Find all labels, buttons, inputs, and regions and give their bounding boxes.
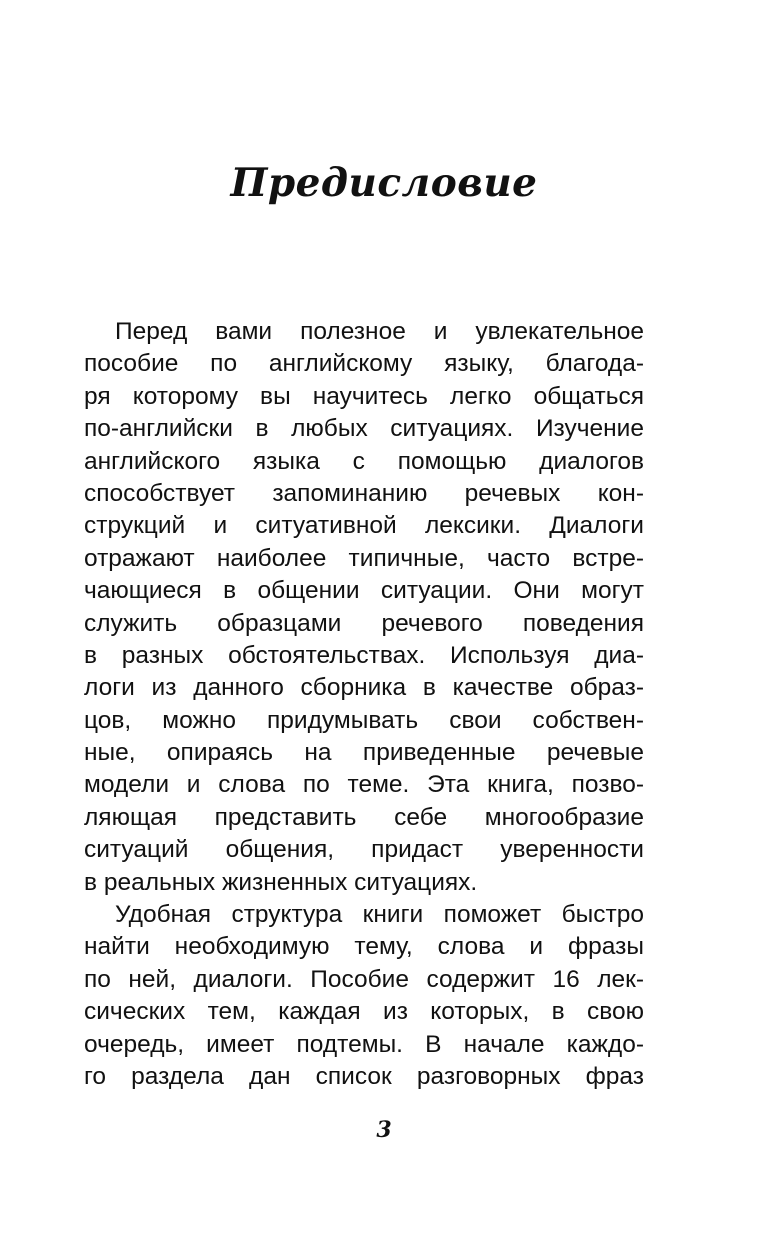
- paragraph-2: [84, 899, 644, 1093]
- text-line: способствует запоминанию речевых кон-: [84, 479, 644, 507]
- text-line: чающиеся в общении ситуации. Они могут: [84, 577, 644, 605]
- text-line: сических тем, каждая из которых, в свою: [84, 998, 644, 1026]
- page-number: 3: [376, 1117, 392, 1143]
- text-line: по-английски в любых ситуациях. Изучение: [84, 415, 644, 443]
- paragraph-1: [84, 316, 644, 899]
- text-line: очередь, имеет подтемы. В начале каждо-: [84, 1030, 644, 1058]
- text-line: цов, можно придумывать свои собствен-: [84, 706, 644, 734]
- text-line: ря которому вы научитесь легко общаться: [84, 382, 644, 410]
- text-line: ляющая представить себе многообразие: [84, 803, 644, 831]
- text-line: пособие по английскому языку, благода-: [84, 350, 644, 378]
- text-line: в реальных жизненных ситуациях.: [84, 868, 478, 896]
- text-line: английского языка с помощью диалогов: [84, 447, 644, 475]
- text-line: ситуаций общения, придаст уверенности: [84, 836, 644, 864]
- chapter-heading: Предисловие: [230, 160, 538, 206]
- text-line: модели и слова по теме. Эта книга, позво-: [84, 771, 644, 799]
- text-line: найти необходимую тему, слова и фразы: [84, 933, 644, 961]
- text-line: логи из данного сборника в качестве образ-: [84, 674, 644, 702]
- text-line: в разных обстоятельствах. Используя диа-: [84, 641, 644, 669]
- text-line: Удобная структура книги поможет быстро: [115, 901, 644, 929]
- body-text: [84, 316, 644, 1093]
- text-line: струкций и ситуативной лексики. Диалоги: [84, 512, 644, 540]
- text-line: го раздела дан список разговорных фраз: [84, 1062, 644, 1090]
- text-line: по ней, диалоги. Пособие содержит 16 лек-: [84, 965, 644, 993]
- text-line: отражают наиболее типичные, часто встре-: [84, 544, 644, 572]
- text-line: ные, опираясь на приведенные речевые: [84, 739, 644, 767]
- text-line: служить образцами речевого поведения: [84, 609, 644, 637]
- text-line: Перед вами полезное и увлекательное: [115, 318, 644, 345]
